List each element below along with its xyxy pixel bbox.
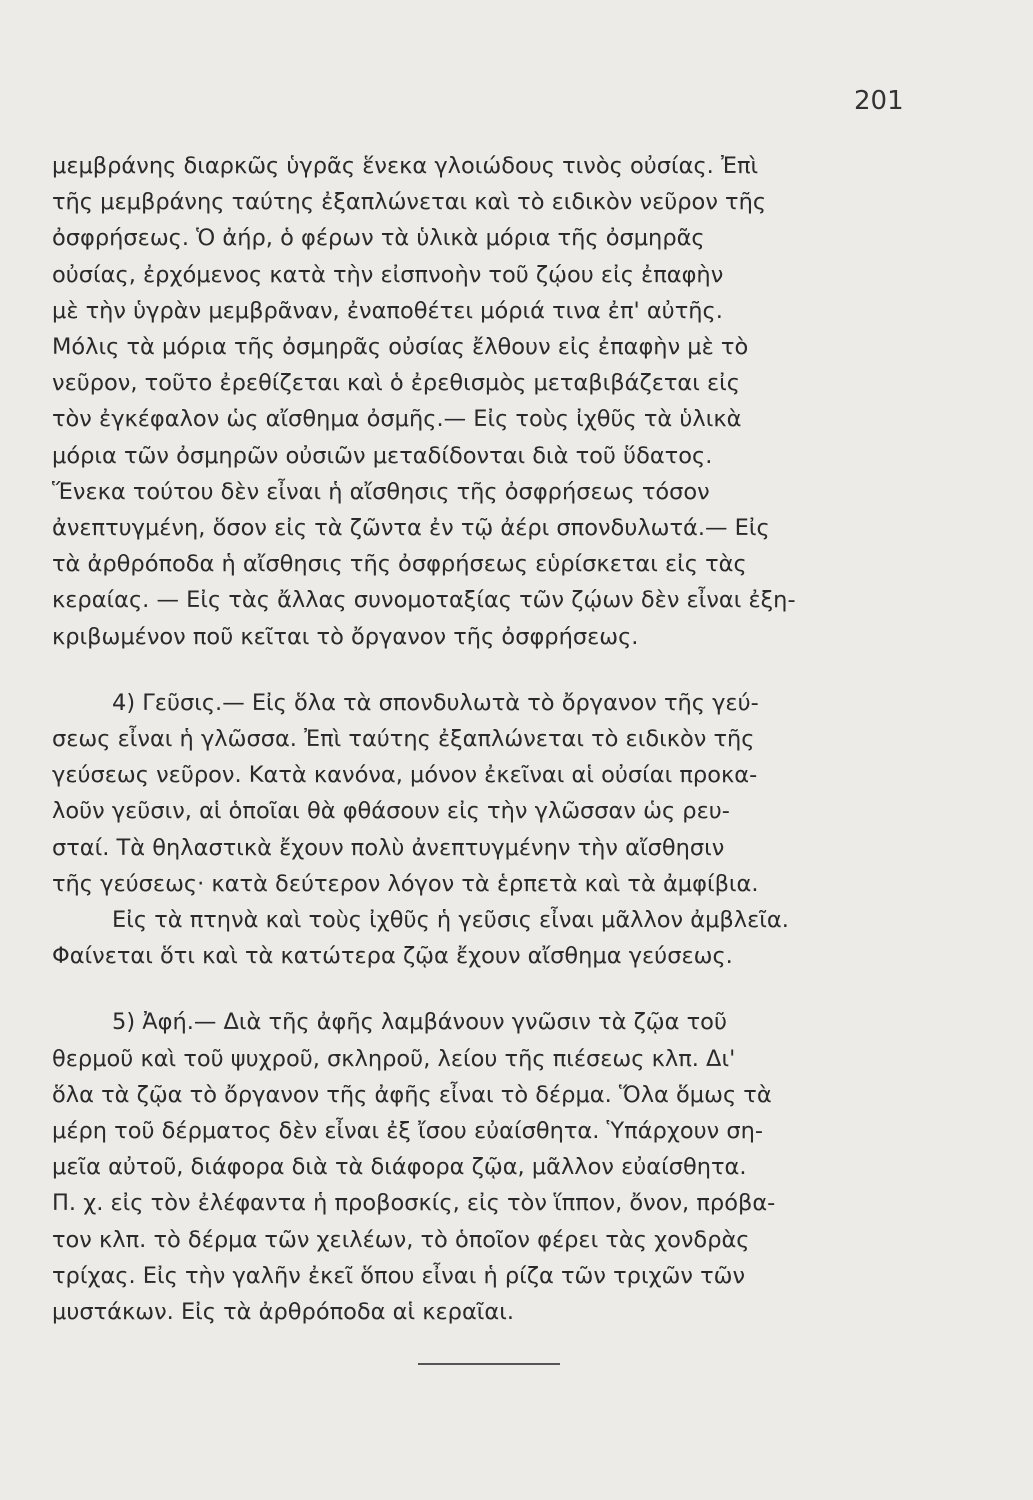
- text-line: τρίχας. Εἰς τὴν γαλῆν ἐκεῖ ὅπου εἶναι ἡ ρίζα τῶν τριχῶν τῶν: [52, 1262, 746, 1289]
- text-line: τῆς γεύσεως· κατὰ δεύτερον λόγον τὰ ἑρπετὰ καὶ τὰ ἀμφίβια.: [52, 870, 759, 897]
- text-line: κριβωμένον ποῦ κεῖται τὸ ὄργανον τῆς ὀσφρήσεως.: [52, 623, 639, 650]
- text-line: μέρη τοῦ δέρματος δὲν εἶναι ἐξ ἴσου εὐαίσθητα. Ὑπάρχουν ση-: [52, 1118, 763, 1145]
- text-line: γεύσεως νεῦρον. Κατὰ κανόνα, μόνον ἐκεῖναι αἱ οὐσίαι προκα-: [52, 762, 758, 789]
- text-line: κεραίας. — Εἰς τὰς ἄλλας συνομοταξίας τῶν ζῴων δὲν εἶναι ἐξη-: [52, 587, 796, 614]
- text-line: λοῦν γεῦσιν, αἱ ὁποῖαι θὰ φθάσουν εἰς τὴν γλῶσσαν ὡς ρευ-: [52, 798, 730, 825]
- text-line: Π. χ. εἰς τὸν ἐλέφαντα ἡ προβοσκίς, εἰς τὸν ἵππον, ὄνον, πρόβα-: [52, 1190, 776, 1217]
- text-line: μεμβράνης διαρκῶς ὑγρᾶς ἕνεκα γλοιώδους τινὸς οὐσίας. Ἐπὶ: [52, 153, 759, 179]
- text-line: ἀνεπτυγμένη, ὅσον εἰς τὰ ζῶντα ἐν τῷ ἀέρι σπονδυλωτά.— Εἰς: [52, 515, 770, 542]
- text-line: Φαίνεται ὅτι καὶ τὰ κατώτερα ζῷα ἔχουν αἴσθημα γεύσεως.: [52, 943, 733, 970]
- body-text: [52, 148, 952, 1330]
- paragraph-spacer: [52, 974, 952, 1004]
- text-line: σταί. Τὰ θηλαστικὰ ἔχουν πολὺ ἀνεπτυγμένην τὴν αἴσθησιν: [52, 834, 725, 861]
- text-line: ὀσφρήσεως. Ὁ ἀήρ, ὁ φέρων τὰ ὑλικὰ μόρια τῆς ὀσμηρᾶς: [52, 225, 705, 252]
- paragraph-spacer: [52, 655, 952, 685]
- text-line: μυστάκων. Εἰς τὰ ἀρθρόποδα αἱ κεραῖαι.: [52, 1299, 514, 1326]
- text-line: νεῦρον, τοῦτο ἐρεθίζεται καὶ ὁ ἐρεθισμὸς μεταβιβάζεται εἰς: [52, 370, 740, 397]
- text-line: Εἰς τὰ πτηνὰ καὶ τοὺς ἰχθῦς ἡ γεῦσις εἶναι μᾶλλον ἀμβλεῖα.: [112, 907, 789, 934]
- page-number: 201: [854, 86, 904, 116]
- text-line: τον κλπ. τὸ δέρμα τῶν χειλέων, τὸ ὁποῖον φέρει τὰς χονδρὰς: [52, 1226, 750, 1253]
- section-heading-line: 4) Γεῦσις.— Εἰς ὅλα τὰ σπονδυλωτὰ τὸ ὄργανον τῆς γεύ-: [112, 689, 759, 716]
- text-line: τὸν ἐγκέφαλον ὡς αἴσθημα ὀσμῆς.— Εἰς τοὺς ἰχθῦς τὰ ὑλικὰ: [52, 406, 742, 433]
- text-line: οὐσίας, ἐρχόμενος κατὰ τὴν εἰσπνοὴν τοῦ ζῴου εἰς ἐπαφὴν: [52, 261, 724, 288]
- paragraph-taste: [52, 685, 952, 975]
- text-line: Μόλις τὰ μόρια τῆς ὀσμηρᾶς οὐσίας ἔλθουν εἰς ἐπαφὴν μὲ τὸ: [52, 334, 749, 361]
- end-rule: [418, 1363, 560, 1365]
- text-line: τῆς μεμβράνης ταύτης ἐξαπλώνεται καὶ τὸ ειδικὸν νεῦρον τῆς: [52, 189, 767, 216]
- text-line: μεῖα αὐτοῦ, διάφορα διὰ τὰ διάφορα ζῷα, μᾶλλον εὐαίσθητα.: [52, 1154, 747, 1181]
- text-line: ὅλα τὰ ζῷα τὸ ὄργανον τῆς ἀφῆς εἶναι τὸ δέρμα. Ὅλα ὅμως τὰ: [52, 1081, 772, 1108]
- paragraph-olfaction: [52, 148, 952, 655]
- text-line: τὰ ἀρθρόποδα ἡ αἴσθησις τῆς ὀσφρήσεως εὑρίσκεται εἰς τὰς: [52, 551, 747, 578]
- section-heading-line: 5) Ἀφή.— Διὰ τῆς ἀφῆς λαμβάνουν γνῶσιν τὰ ζῷα τοῦ: [112, 1009, 727, 1036]
- text-line: θερμοῦ καὶ τοῦ ψυχροῦ, σκληροῦ, λείου τῆς πιέσεως κλπ. Δι': [52, 1045, 736, 1072]
- text-line: σεως εἶναι ἡ γλῶσσα. Ἐπὶ ταύτης ἐξαπλώνεται τὸ ειδικὸν τῆς: [52, 726, 755, 753]
- text-line: μὲ τὴν ὑγρὰν μεμβρᾶναν, ἐναποθέτει μόριά τινα ἐπ' αὐτῆς.: [52, 297, 723, 324]
- paragraph-touch: [52, 1004, 952, 1330]
- text-line: μόρια τῶν ὀσμηρῶν οὐσιῶν μεταδίδονται διὰ τοῦ ὕδατος.: [52, 442, 713, 469]
- text-line: Ἕνεκα τούτου δὲν εἶναι ἡ αἴσθησις τῆς ὀσφρήσεως τόσον: [52, 478, 710, 505]
